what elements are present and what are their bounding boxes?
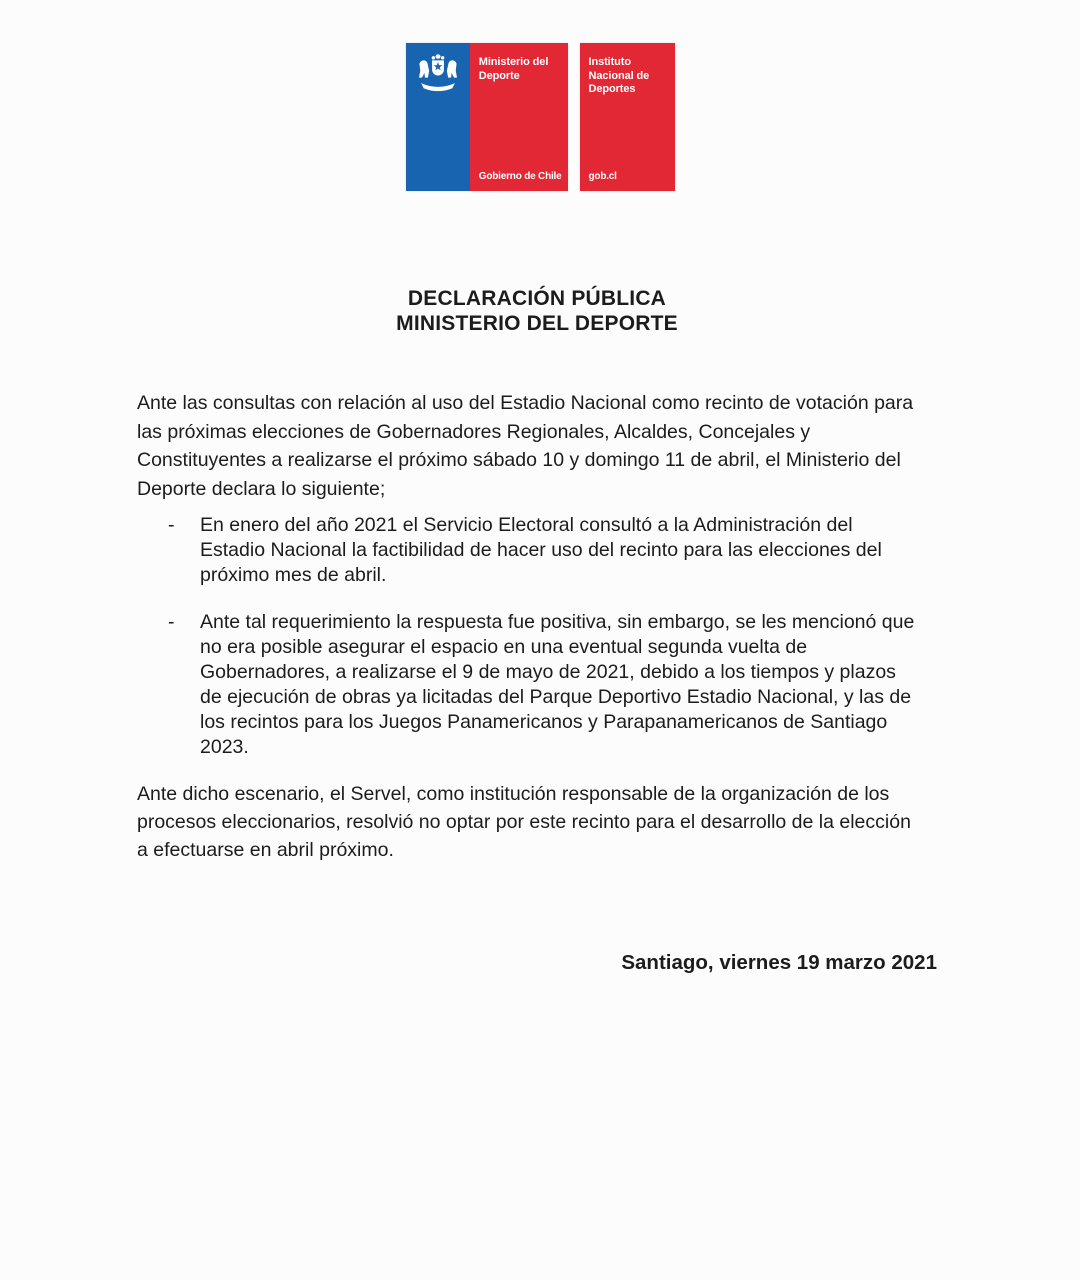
bullet-dash: - xyxy=(168,611,175,633)
logo-blue-panel xyxy=(406,43,470,191)
chile-coat-of-arms-icon xyxy=(411,51,465,95)
bullet-item xyxy=(137,513,937,588)
intro-paragraph xyxy=(137,389,937,503)
paragraph-line: Estadio Nacional la factibilidad de hacer uso del recinto para las elecciones del xyxy=(200,539,882,561)
paragraph-line: de ejecución de obras ya licitadas del Parque Deportivo Estadio Nacional, y las de xyxy=(200,686,912,708)
bullet-dash: - xyxy=(168,514,175,536)
paragraph-line: En enero del año 2021 el Servicio Electoral consultó a la Administración del xyxy=(200,514,853,536)
paragraph-line: Ante dicho escenario, el Servel, como institución responsable de la organización de los xyxy=(137,783,890,805)
bullet-text xyxy=(200,513,882,588)
paragraph-line: próximo mes de abril. xyxy=(200,564,387,586)
institute-name-label: Instituto Nacional de Deportes xyxy=(588,56,650,95)
paragraph-line: los recintos para los Juegos Panamericanos y Parapanamericanos de Santiago xyxy=(200,711,888,733)
instituto-nacional-deportes-logo xyxy=(580,43,675,191)
paragraph-line: Ante las consultas con relación al uso del Estadio Nacional como recinto de votación para xyxy=(137,392,914,414)
title-line-1: DECLARACIÓN PÚBLICA xyxy=(407,287,667,310)
title-line-2: MINISTERIO DEL DEPORTE xyxy=(396,312,678,335)
government-logo-row xyxy=(0,0,1080,191)
gobcl-label: gob.cl xyxy=(588,171,617,182)
bullet-text xyxy=(200,610,914,760)
dateline: Santiago, viernes 19 marzo 2021 xyxy=(621,951,937,974)
logo-red-panel xyxy=(470,43,568,191)
paragraph-line: Constituyentes a realizarse el próximo sábado 10 y domingo 11 de abril, el Ministerio del xyxy=(137,449,901,471)
paragraph-line: las próximas elecciones de Gobernadores Regionales, Alcaldes, Concejales y xyxy=(137,420,811,443)
closing-paragraph xyxy=(137,780,937,864)
ministerio-del-deporte-logo xyxy=(406,43,568,191)
paragraph-line: 2023. xyxy=(200,736,249,758)
paragraph-line: no era posible asegurar el espacio en una eventual segunda vuelta de xyxy=(200,636,808,658)
paragraph-line: a efectuarse en abril próximo. xyxy=(137,839,394,861)
bullet-item xyxy=(137,610,937,760)
ministry-name-label: Ministerio del Deporte xyxy=(478,56,549,82)
paragraph-line: Gobernadores, a realizarse el 9 de mayo de 2021, debido a los tiempos y plazos xyxy=(200,661,896,683)
declaration-document xyxy=(137,286,937,977)
document-title xyxy=(137,286,937,336)
gobierno-de-chile-label: Gobierno de Chile xyxy=(478,171,562,182)
paragraph-line: procesos eleccionarios, resolvió no optar por este recinto para el desarrollo de la elección xyxy=(137,811,911,833)
paragraph-line: Ante tal requerimiento la respuesta fue positiva, sin embargo, se les mencionó que xyxy=(200,611,915,633)
paragraph-line: Deporte declara lo siguiente; xyxy=(137,477,386,500)
